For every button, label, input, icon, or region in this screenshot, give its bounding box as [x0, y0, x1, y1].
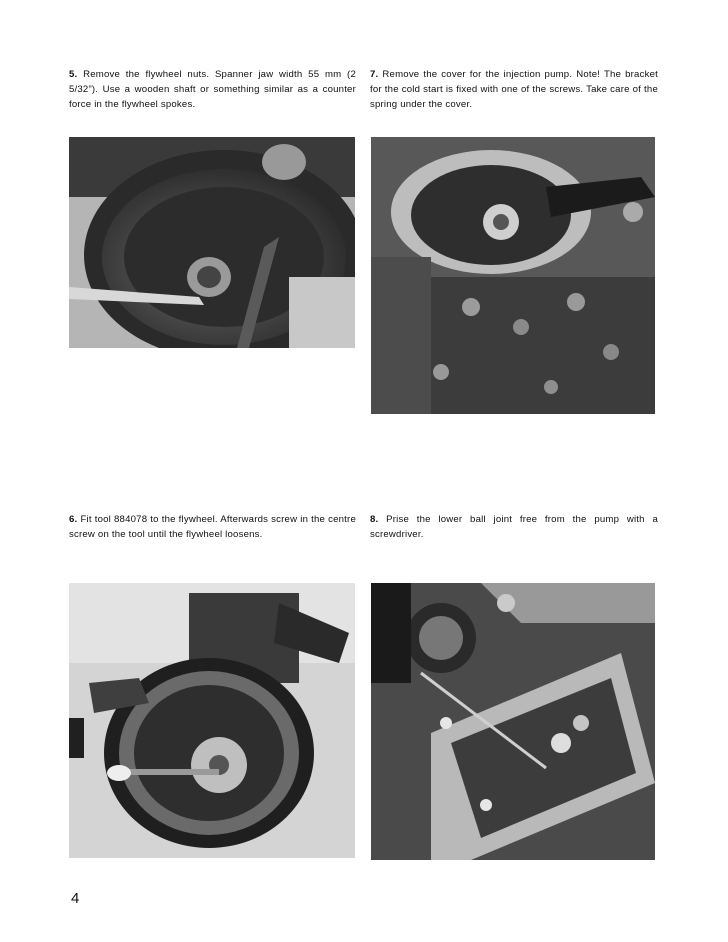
step-7-text: Remove the cover for the injection pump. Note! The bracket for the cold start is fixed with one of the screws. Take care of the spring under the cover.: [370, 69, 658, 110]
step-8-instruction: [370, 512, 658, 542]
page-number: 4: [71, 890, 80, 907]
ball-joint-screwdriver-photo: [371, 583, 655, 860]
step-7-number: 7.: [370, 69, 379, 80]
step-8-number: 8.: [370, 514, 379, 525]
step-6-text: Fit tool 884078 to the flywheel. Afterwards screw in the centre screw on the tool until the flywheel loosens.: [69, 514, 356, 540]
flywheel-nut-removal-photo: [69, 137, 355, 348]
step-8-text: Prise the lower ball joint free from the pump with a screwdriver.: [370, 514, 658, 540]
step-6-instruction: [69, 512, 356, 542]
step-5-text: Remove the flywheel nuts. Spanner jaw width 55 mm (2 5/32”). Use a wooden shaft or something similar as a counter force in the flywheel spokes.: [69, 69, 356, 110]
flywheel-puller-tool-photo: [69, 583, 355, 858]
injection-pump-cover-photo: [371, 137, 655, 414]
step-5-number: 5.: [69, 69, 78, 80]
step-5-instruction: [69, 67, 356, 112]
step-6-number: 6.: [69, 514, 78, 525]
step-7-instruction: [370, 67, 658, 112]
